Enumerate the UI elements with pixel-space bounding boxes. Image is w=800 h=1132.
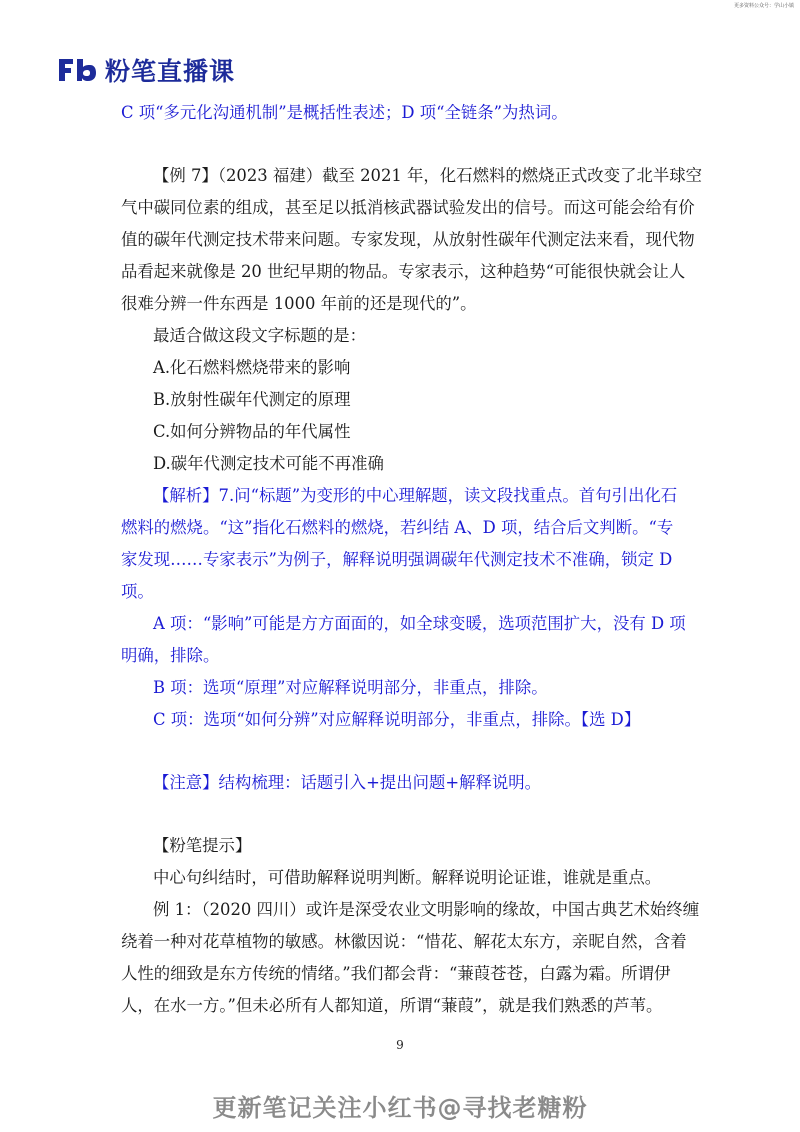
analysis-section xyxy=(121,480,686,736)
tip-example-line: 人性的细致是东方传统的情绪。”我们都会背：“蒹葭苍苍，白露为霜。所谓伊 xyxy=(121,964,671,983)
analysis-a-line: A 项：“影响”可能是方方面面的，如全球变暖，选项范围扩大，没有 D 项 xyxy=(153,614,686,633)
example-line: 值的碳年代测定技术带来问题。专家发现，从放射性碳年代测定法来看，现代物 xyxy=(121,230,695,249)
example-line: 气中碳同位素的组成，甚至足以抵消核武器试验发出的信号。而这可能会给有价 xyxy=(121,198,695,217)
analysis-line: 【解析】7.问“标题”为变形的中心理解题，读文段找重点。首句引出化石 xyxy=(153,486,678,505)
prev-answer-line: C 项“多元化沟通机制”是概括性表述；D 项“全链条”为热词。 xyxy=(121,103,568,122)
example-question xyxy=(121,160,703,480)
tip-title: 【粉笔提示】 xyxy=(153,836,252,855)
analysis-line: 家发现……专家表示”为例子，解释说明强调碳年代测定技术不准确，锁定 D xyxy=(121,550,673,569)
analysis-b-line: B 项：选项“原理”对应解释说明部分，非重点，排除。 xyxy=(153,678,548,697)
tip-line: 中心句纠结时，可借助解释说明判断。解释说明论证谁，谁就是重点。 xyxy=(153,868,662,887)
tip-section xyxy=(121,830,700,1022)
fenbi-logo-icon xyxy=(57,57,97,83)
example-line: 【例 7】（2023 福建）截至 2021 年，化石燃料的燃烧正式改变了北半球空 xyxy=(153,166,703,185)
tip-example-line: 例 1：（2020 四川）或许是深受农业文明影响的缘故，中国古典艺术始终缠 xyxy=(153,900,700,919)
footer-watermark: 更新笔记关注小红书@寻找老糖粉 xyxy=(212,1094,588,1122)
document-body xyxy=(121,97,703,1022)
page-number: 9 xyxy=(396,1038,404,1052)
analysis-c-line: C 项：选项“如何分辨”对应解释说明部分，非重点，排除。【选 D】 xyxy=(153,710,641,729)
brand-title: 粉笔直播课 xyxy=(105,57,236,86)
option-a: A.化石燃料燃烧带来的影响 xyxy=(153,358,351,377)
tip-example-line: 人，在水一方。”但未必所有人都知道，所谓“蒹葭”，就是我们熟悉的芦苇。 xyxy=(121,996,663,1015)
note-line: 【注意】结构梳理：话题引入+提出问题+解释说明。 xyxy=(153,773,542,792)
corner-note: 更多资料公众号：学山小镇 xyxy=(733,3,794,9)
option-c: C.如何分辨物品的年代属性 xyxy=(153,422,351,441)
analysis-line: 燃料的燃烧。“这”指化石燃料的燃烧，若纠结 A、D 项，结合后文判断。“专 xyxy=(121,518,674,537)
question-stem: 最适合做这段文字标题的是： xyxy=(153,326,367,345)
analysis-a-line: 明确，排除。 xyxy=(121,646,220,665)
option-d: D.碳年代测定技术可能不再准确 xyxy=(153,454,384,473)
option-b: B.放射性碳年代测定的原理 xyxy=(153,390,351,409)
tip-example-line: 绕着一种对花草植物的敏感。林徽因说：“惜花、解花太东方，亲昵自然，含着 xyxy=(121,932,687,951)
example-line: 很难分辨一件东西是 1000 年前的还是现代的”。 xyxy=(121,294,477,313)
brand-logo xyxy=(57,52,235,88)
analysis-line: 项。 xyxy=(121,582,154,601)
example-line: 品看起来就像是 20 世纪早期的物品。专家表示，这种趋势“可能很快就会让人 xyxy=(121,262,686,281)
